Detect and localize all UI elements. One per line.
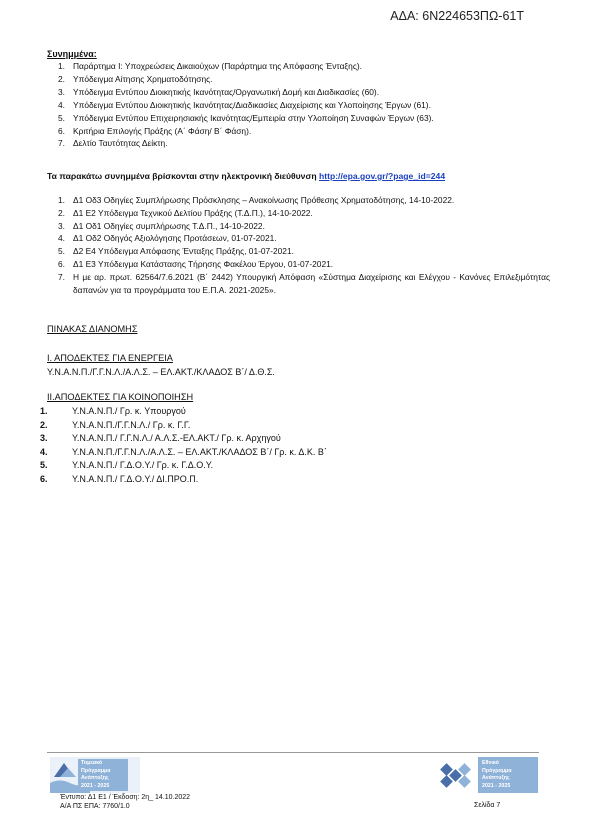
info-recipients-list <box>40 405 327 487</box>
info-recipients-title: ΙΙ.ΑΠΟΔΕΚΤΕΣ ΓΙΑ ΚΟΙΝΟΠΟΙΗΣΗ <box>47 392 194 402</box>
ada-code: ΑΔΑ: 6Ν224653ΠΩ-61Τ <box>390 9 524 23</box>
footer-meta <box>60 794 190 811</box>
distribution-title: ΠΙΝΑΚΑΣ ΔΙΑΝΟΜΗΣ <box>47 324 138 334</box>
list-item: 3. Υπόδειγμα Εντύπου Διοικητικής Ικανότητας/Οργανωτική Δομή και Διαδικασίες (60). <box>58 86 380 97</box>
form-version: Έντυπο: Δ1 Ε1 / Έκδοση: 2η_ 14.10.2022 <box>60 794 191 801</box>
list-item: 3. Δ1 Οδ1 Οδηγίες συμπλήρωσης Τ.Δ.Π., 14-10-2022. <box>58 220 265 231</box>
system-code: Α/Α ΠΣ ΕΠΑ: 7760/1.0 <box>60 802 130 810</box>
sectoral-program-logo <box>50 757 140 793</box>
list-item: 2. Δ1 Ε2 Υπόδειγμα Τεχνικού Δελτίου Πράξης (Τ.Δ.Π.), 14-10-2022. <box>58 207 313 218</box>
list-item: 4. Δ1 Οδ2 Οδηγός Αξιολόγησης Προτάσεων, 01-07-2021. <box>58 233 277 244</box>
attachments-list <box>47 60 434 150</box>
sectoral-program-logo-text: Τομεακό Πρόγραμμα Ανάπτυξης 2021 - 2025 <box>81 760 111 789</box>
list-item: 7. Δελτίο Ταυτότητας Δείκτη. <box>58 138 168 149</box>
list-item: 4. Υ.Ν.Α.Ν.Π./Γ.Γ.Ν.Λ./Α.Λ.Σ. – ΕΛ.ΑΚΤ./ΚΛΑΔΟΣ Β΄/ Γρ. κ. Δ.Κ. Β΄ <box>40 446 327 457</box>
list-item: 5. Δ2 Ε4 Υπόδειγμα Απόφασης Ένταξης Πράξης, 01-07-2021. <box>58 246 294 257</box>
links-intro-text: Τα παρακάτω συνημμένα βρίσκονται στην ηλεκτρονική διεύθυνση <box>47 171 317 181</box>
list-item: 5. Υπόδειγμα Εντύπου Επιχειρησιακής Ικανότητας/Εμπειρία στην Υλοποίηση Συναφών Έργων (63). <box>58 112 434 123</box>
epa-link[interactable]: http://epa.gov.gr/?page_id=244 <box>318 171 446 181</box>
list-item: 1. Υ.Ν.Α.Ν.Π./ Γρ. κ. Υπουργού <box>40 406 186 416</box>
list-item: 2. Υ.Ν.Α.Ν.Π./Γ.Γ.Ν.Λ./ Γρ. κ. Γ.Γ. <box>40 419 191 430</box>
list-item: 4. Υπόδειγμα Εντύπου Διοικητικής Ικανότητας/Διαδικασίες Διαχείρισης και Υλοποίησης Έργων (61). <box>58 99 431 110</box>
list-item: 5. Υ.Ν.Α.Ν.Π./ Γ.Δ.Ο.Υ./ Γρ. κ. Γ.Δ.Ο.Υ. <box>40 460 214 471</box>
national-program-logo <box>438 757 540 793</box>
list-item: 6. Υ.Ν.Α.Ν.Π./ Γ.Δ.Ο.Υ./ ΔΙ.ΠΡΟ.Π. <box>40 473 199 484</box>
online-attachments-list <box>47 194 550 296</box>
links-intro <box>47 171 445 181</box>
page-number: Σελίδα 7 <box>474 802 501 809</box>
list-item: 7. Η με αρ. πρωτ. 62564/7.6.2021 (Β΄ 2442) Υπουργική Απόφαση «Σύστημα Διαχείρισης και Ελέγχου - Κανόνες Επιλεξιμότητας δαπανών για τα προγράμματα του Ε.Π.Α. 2021-2025». <box>58 271 550 295</box>
footer-divider <box>47 752 539 753</box>
list-item: 2. Υπόδειγμα Αίτησης Χρηματοδότησης. <box>58 73 213 84</box>
attachments-title: Συνημμένα: <box>47 49 97 59</box>
list-item: 6. Κριτήρια Επιλογής Πράξης (Α΄ Φάση/ Β΄ Φάση). <box>58 125 252 136</box>
national-program-logo-text: Εθνικό Πρόγραμμα Ανάπτυξης 2021 - 2025 <box>482 760 512 789</box>
list-item: 1. Παράρτημα Ι: Υποχρεώσεις Δικαιούχων (Παράρτημα της Απόφασης Ένταξης). <box>58 61 362 71</box>
list-item: 6. Δ1 Ε3 Υπόδειγμα Κατάστασης Τήρησης Φακέλου Έργου, 01-07-2021. <box>58 258 334 269</box>
list-item: 1. Δ1 Οδ3 Οδηγίες Συμπλήρωσης Πρόσκλησης – Ανακοίνωσης Πρόθεσης Χρηματοδότησης, 14-10-2022. <box>58 195 455 205</box>
list-item: 3. Υ.Ν.Α.Ν.Π./ Γ.Γ.Ν.Λ./ Α.Λ.Σ.-ΕΛ.ΑΚΤ./ Γρ. κ. Αρχηγού <box>40 433 281 444</box>
action-recipients-title: Ι. ΑΠΟΔΕΚΤΕΣ ΓΙΑ ΕΝΕΡΓΕΙΑ <box>47 353 173 363</box>
action-recipient: Υ.Ν.Α.Ν.Π./Γ.Γ.Ν.Λ./Α.Λ.Σ. – ΕΛ.ΑΚΤ./ΚΛΑΔΟΣ Β΄/ Δ.Θ.Σ. <box>47 367 275 377</box>
